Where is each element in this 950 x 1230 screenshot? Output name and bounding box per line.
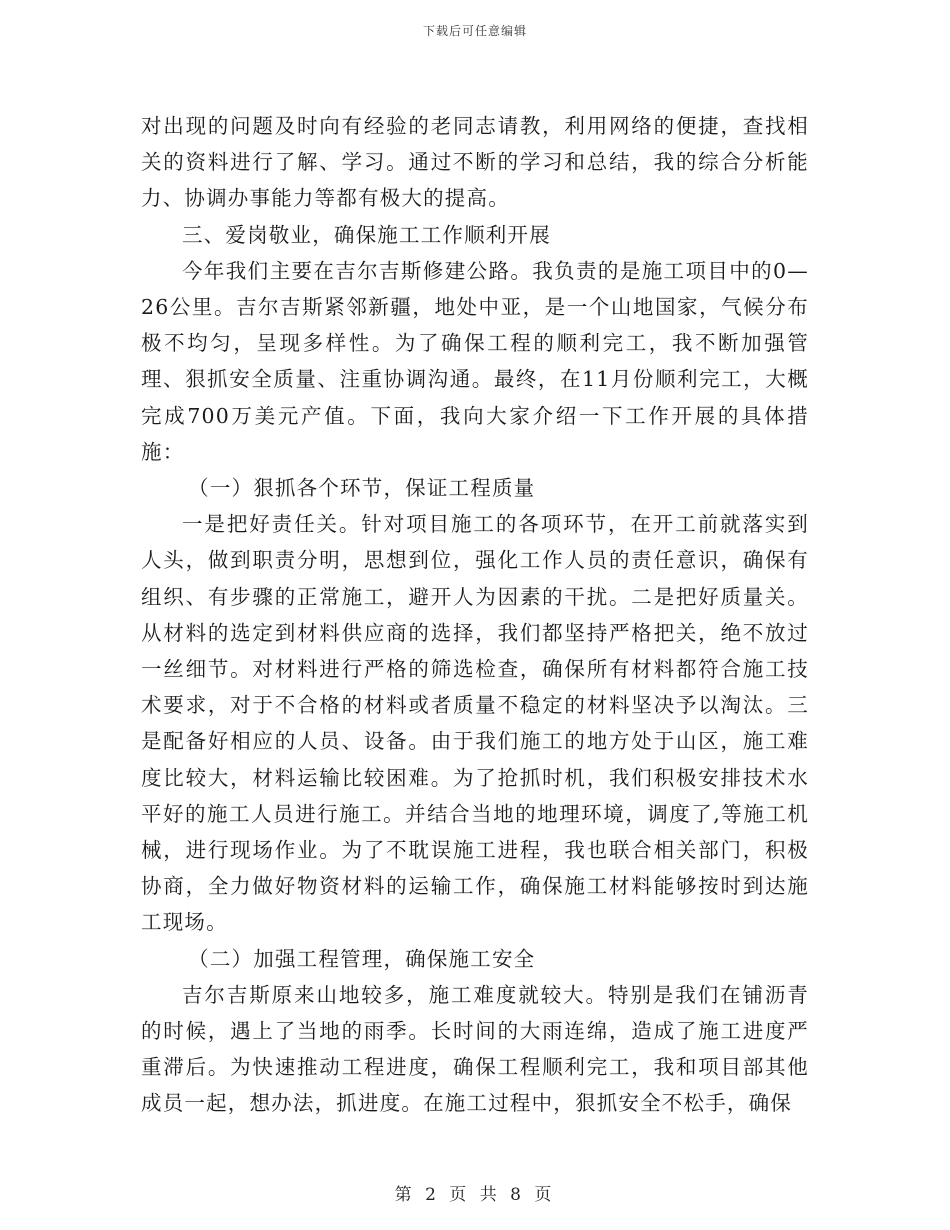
section-heading-3: 三、爱岗敬业，确保施工工作顺利开展 [182,222,551,247]
page-header-note: 下载后可任意编辑 [422,24,527,38]
subheading-1: （一）狠抓各个环节，保证工程质量 [188,476,536,501]
subheading-2: （二）加强工程管理，确保施工安全 [188,946,536,971]
paragraph-project-overview: 今年我们主要在吉尔吉斯修建公路。我负责的是施工项目中的0—26公里。吉尔吉斯紧邻新疆，地处中亚，是一个山地国家，气候分布极不均匀，呈现多样性。为了确保工程的顺利完工，我不断加强管理、狠抓安全质量、注重协调沟通。最终，在11月份顺利完工，大概完成700万美元产值。下面，我向大家介绍一下工作开展的具体措施： [141,258,809,464]
paragraph-quality-measures: 一是把好责任关。针对项目施工的各项环节，在开工前就落实到人头，做到职责分明，思想到位，强化工作人员的责任意识，确保有组织、有步骤的正常施工，避开人为因素的干扰。二是把好质量关。从材料的选定到材料供应商的选择，我们都坚持严格把关，绝不放过一丝细节。对材料进行严格的筛选检查，确保所有材料都符合施工技术要求，对于不合格的材料或者质量不稳定的材料坚决予以淘汰。三是配备好相应的人员、设备。由于我们施工的地方处于山区，施工难度比较大，材料运输比较困难。为了抢抓时机，我们积极安排技术水平好的施工人员进行施工。并结合当地的地理环境，调度了,等施工机械，进行现场作业。为了不耽误施工进程，我也联合相关部门，积极协商，全力做好物资材料的运输工作，确保施工材料能够按时到达施工现场。 [141,512,809,935]
document-body [141,108,809,1122]
paragraph-safety-management: 吉尔吉斯原来山地较多，施工难度就较大。特别是我们在铺沥青的时候，遇上了当地的雨季。长时间的大雨连绵，造成了施工进度严重滞后。为快速推动工程进度，确保工程顺利完工，我和项目部其他成员一起，想办法，抓进度。在施工过程中，狠抓安全不松手，确保 [141,982,809,1116]
paragraph-continued: 对出现的问题及时向有经验的老同志请教，利用网络的便捷，查找相关的资料进行了解、学习。通过不断的学习和总结，我的综合分析能力、协调办事能力等都有极大的提高。 [141,114,809,211]
page-number-footer: 第 2 页 共 8 页 [394,1185,556,1205]
